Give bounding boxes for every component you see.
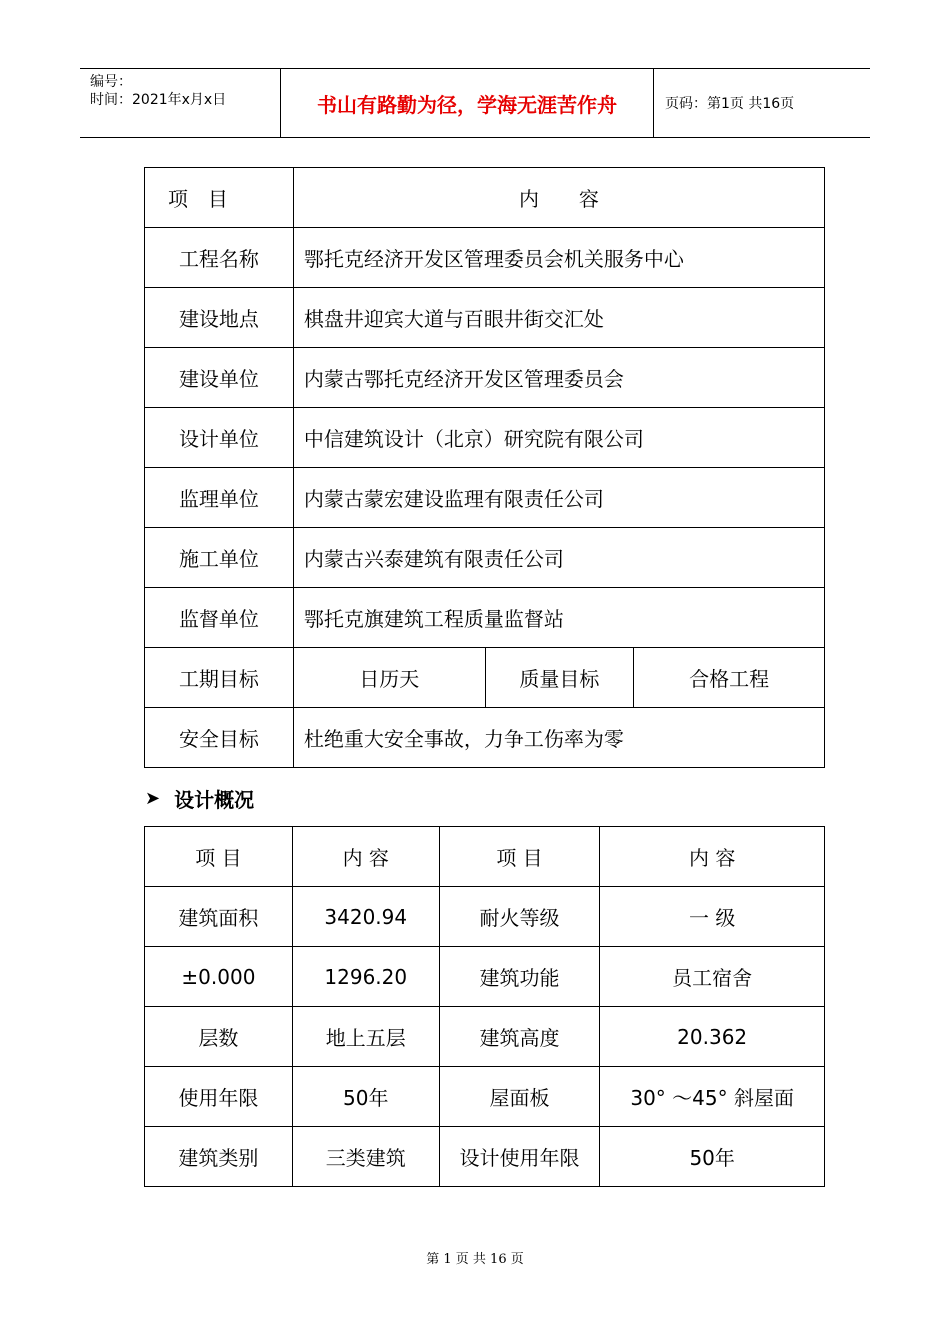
row-value: 内蒙古兴泰建筑有限责任公司	[293, 528, 824, 588]
table-row	[145, 348, 825, 408]
table-cell: 1296.20	[292, 947, 439, 1007]
table-header-row	[145, 827, 825, 887]
table-row	[145, 588, 825, 648]
table-cell: 使用年限	[145, 1067, 293, 1127]
project-table	[144, 167, 825, 768]
table-cell: 3420.94	[292, 887, 439, 947]
table-cell: 50年	[600, 1127, 825, 1187]
schedule-row	[145, 648, 825, 708]
table-cell: 建筑高度	[439, 1007, 600, 1067]
table-header-row	[145, 168, 825, 228]
row-value: 鄂托克旗建筑工程质量监督站	[293, 588, 824, 648]
safety-value: 杜绝重大安全事故，力争工伤率为零	[293, 708, 824, 768]
page-footer: 第 1 页 共 16 页	[426, 1252, 524, 1267]
row-value: 棋盘井迎宾大道与百眼井街交汇处	[293, 288, 824, 348]
table-cell: 建筑面积	[145, 887, 293, 947]
table-cell: 50年	[292, 1067, 439, 1127]
table-cell: 20.362	[600, 1007, 825, 1067]
row-label: 监理单位	[145, 468, 294, 528]
table-cell: 设计使用年限	[439, 1127, 600, 1187]
table-row	[145, 468, 825, 528]
table-row	[145, 528, 825, 588]
header-cell: 项 目	[145, 827, 293, 887]
table-cell: 一 级	[600, 887, 825, 947]
table-row	[145, 228, 825, 288]
schedule-value: 日历天	[293, 648, 485, 708]
table-row	[145, 288, 825, 348]
page-header	[80, 68, 870, 138]
table-cell: 建筑功能	[439, 947, 600, 1007]
row-label: 建设单位	[145, 348, 294, 408]
table-row	[145, 1067, 825, 1127]
row-value: 内蒙古蒙宏建设监理有限责任公司	[293, 468, 824, 528]
header-cell: 内 容	[292, 827, 439, 887]
safety-label: 安全目标	[145, 708, 294, 768]
section-title: 设计概况	[174, 788, 255, 812]
section-heading	[145, 784, 254, 813]
row-label: 工程名称	[145, 228, 294, 288]
table-row	[145, 408, 825, 468]
table-cell: 层数	[145, 1007, 293, 1067]
quality-label: 质量目标	[485, 648, 634, 708]
arrow-bullet-icon: ➤	[145, 788, 161, 809]
schedule-label: 工期目标	[145, 648, 294, 708]
table-row	[145, 1007, 825, 1067]
header-content: 内 容	[293, 168, 824, 228]
safety-row	[145, 708, 825, 768]
table-cell: ±0.000	[145, 947, 293, 1007]
header-item: 项 目	[145, 168, 294, 228]
table-row	[145, 947, 825, 1007]
design-table	[144, 826, 825, 1187]
header-cell: 内 容	[600, 827, 825, 887]
row-label: 施工单位	[145, 528, 294, 588]
number-label: 编号：	[90, 74, 132, 90]
table-cell: 三类建筑	[292, 1127, 439, 1187]
table-cell: 建筑类别	[145, 1127, 293, 1187]
row-value: 鄂托克经济开发区管理委员会机关服务中心	[293, 228, 824, 288]
header-motto: 书山有路勤为径，学海无涯苦作舟	[281, 69, 654, 137]
row-value: 中信建筑设计（北京）研究院有限公司	[293, 408, 824, 468]
time-label: 时间：2021年x月x日	[90, 92, 227, 108]
row-label: 建设地点	[145, 288, 294, 348]
table-row	[145, 1127, 825, 1187]
header-page-info: 页码：第1页 共16页	[665, 96, 795, 112]
quality-value: 合格工程	[634, 648, 825, 708]
table-cell: 屋面板	[439, 1067, 600, 1127]
row-label: 设计单位	[145, 408, 294, 468]
row-label: 监督单位	[145, 588, 294, 648]
table-row	[145, 887, 825, 947]
row-value: 内蒙古鄂托克经济开发区管理委员会	[293, 348, 824, 408]
header-cell: 项 目	[439, 827, 600, 887]
header-meta	[80, 69, 281, 137]
table-cell: 地上五层	[292, 1007, 439, 1067]
table-cell: 30° ～45° 斜屋面	[600, 1067, 825, 1127]
table-cell: 员工宿舍	[600, 947, 825, 1007]
table-cell: 耐火等级	[439, 887, 600, 947]
